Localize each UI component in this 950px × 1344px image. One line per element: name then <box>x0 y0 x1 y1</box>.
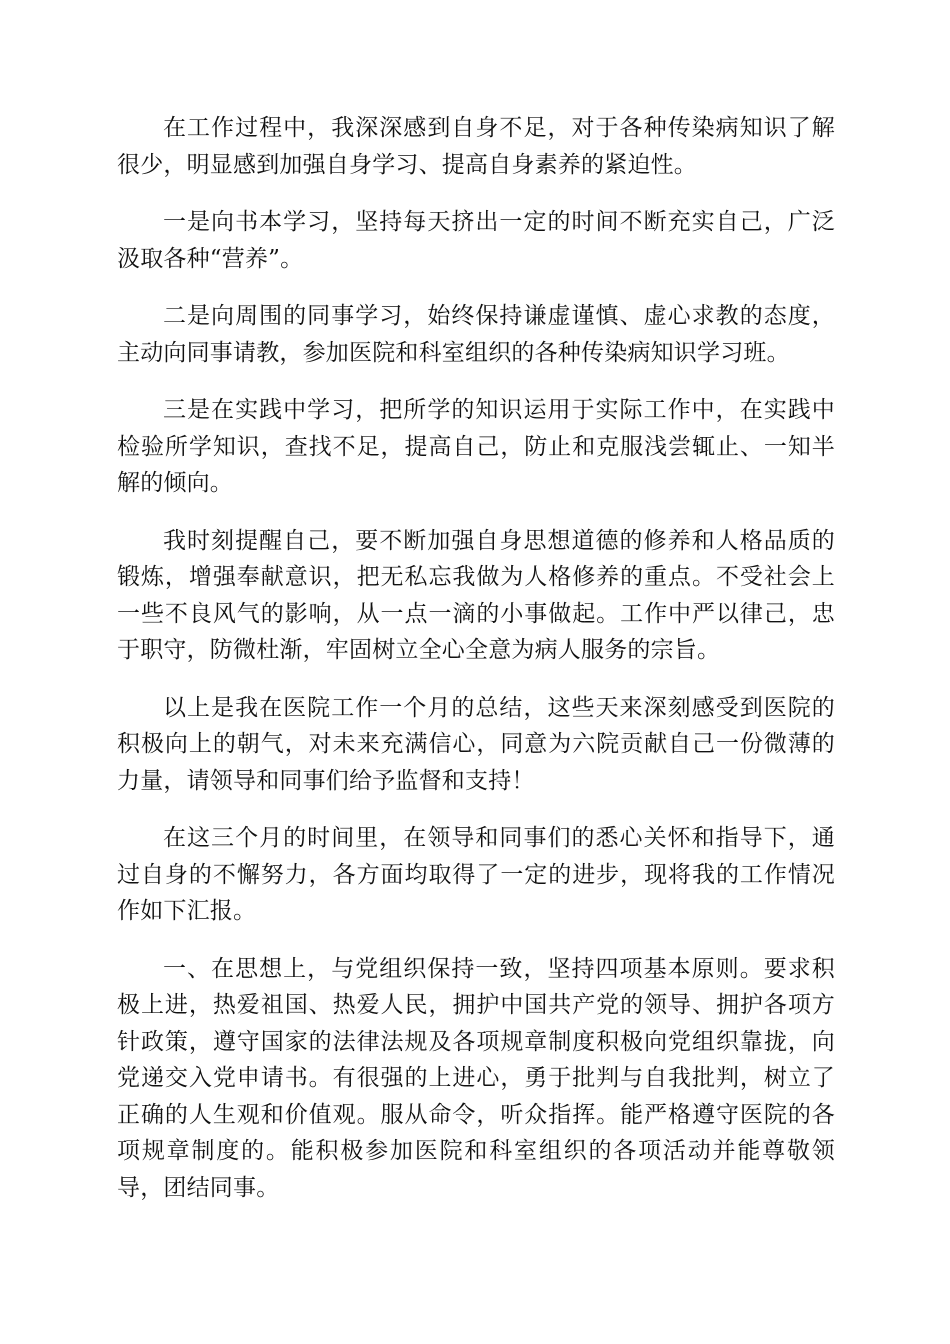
paragraph-8: 一、在思想上，与党组织保持一致，坚持四项基本原则。要求积极上进，热爱祖国、热爱人民，拥护中国共产党的领导、拥护各项方针政策，遵守国家的法律法规及各项规章制度积极向党组织靠拢，向党递交入党申请书。有很强的上进心，勇于批判与自我批判，树立了正确的人生观和价值观。服从命令，听众指挥。能严格遵守医院的各项规章制度的。能积极参加医院和科室组织的各项活动并能尊敬领导，团结同事。 <box>117 955 835 1201</box>
paragraph-3: 二是向周围的同事学习，始终保持谦虚谨慎、虚心求教的态度，主动向同事请教，参加医院和科室组织的各种传染病知识学习班。 <box>117 303 835 366</box>
paragraph-1: 在工作过程中，我深深感到自身不足，对于各种传染病知识了解很少，明显感到加强自身学习、提高自身素养的紧迫性。 <box>117 115 835 178</box>
paragraph-7: 在这三个月的时间里，在领导和同事们的悉心关怀和指导下，通过自身的不懈努力，各方面均取得了一定的进步，现将我的工作情况作如下汇报。 <box>117 825 835 924</box>
paragraph-2: 一是向书本学习，坚持每天挤出一定的时间不断充实自己，广泛汲取各种“营养”。 <box>117 209 835 272</box>
paragraph-5: 我时刻提醒自己，要不断加强自身思想道德的修养和人格品质的锻炼，增强奉献意识，把无私忘我做为人格修养的重点。不受社会上一些不良风气的影响，从一点一滴的小事做起。工作中严以律己，忠于职守，防微杜渐，牢固树立全心全意为病人服务的宗旨。 <box>117 527 835 663</box>
document-page <box>117 110 835 1227</box>
paragraph-6: 以上是我在医院工作一个月的总结，这些天来深刻感受到医院的积极向上的朝气，对未来充满信心，同意为六院贡献自己一份微薄的力量，请领导和同事们给予监督和支持！ <box>117 694 835 794</box>
paragraph-4: 三是在实践中学习，把所学的知识运用于实际工作中，在实践中检验所学知识，查找不足，提高自己，防止和克服浅尝辄止、一知半解的倾向。 <box>117 397 835 496</box>
